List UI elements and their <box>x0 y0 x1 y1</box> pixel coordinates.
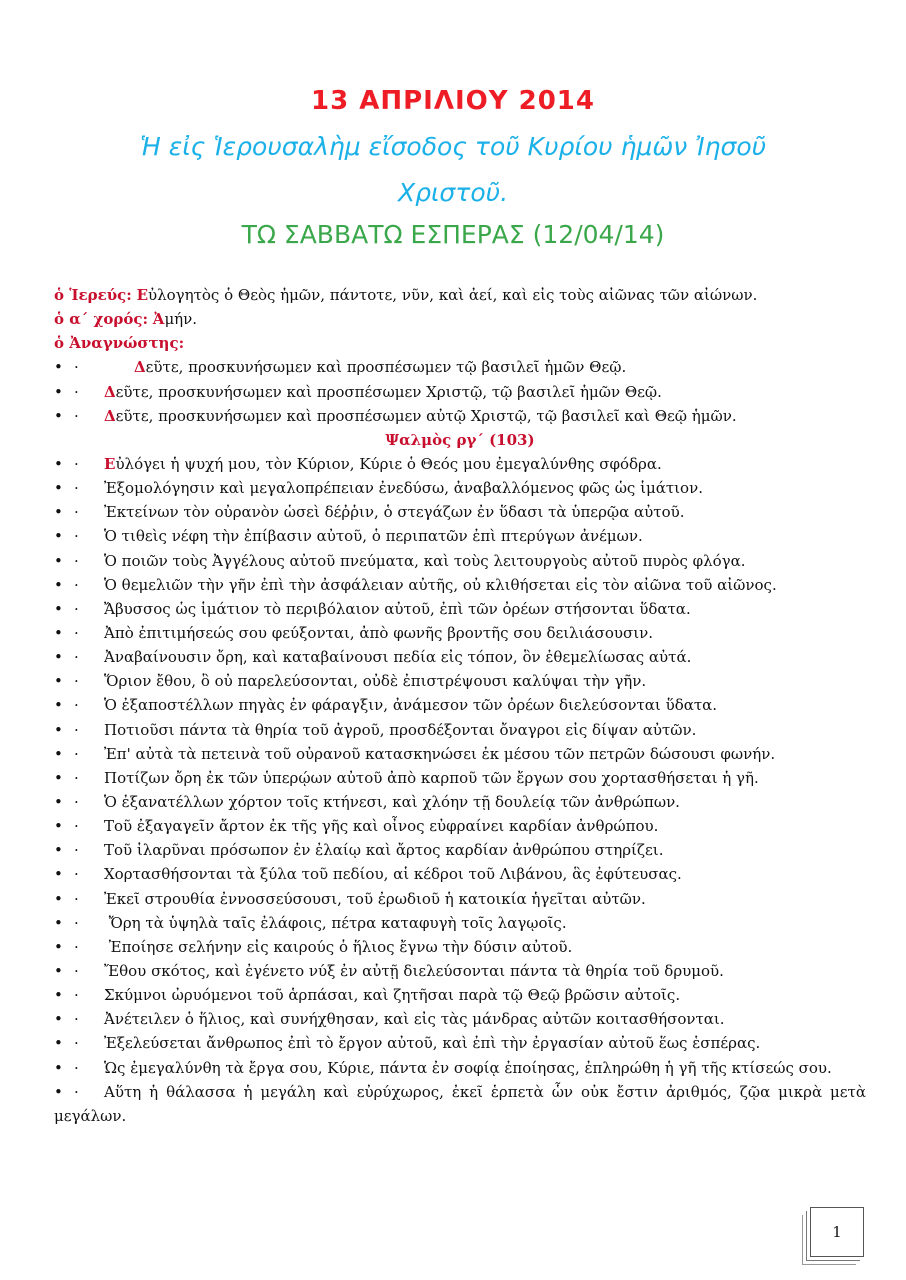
dot: · <box>74 961 79 980</box>
dot: · <box>74 623 79 642</box>
bullet: • <box>54 817 63 836</box>
choir-text: μήν. <box>164 310 198 329</box>
verse-line <box>54 669 866 693</box>
reader-role: ὁ Ἀναγνώστης: <box>54 334 185 353</box>
dot: · <box>74 1058 79 1077</box>
choir-role: ὁ α΄ χορός: <box>54 310 149 329</box>
verse-line <box>54 1007 866 1031</box>
verse-line <box>54 718 866 742</box>
bullet: • <box>54 986 63 1005</box>
come-line <box>54 355 866 379</box>
verse-line <box>54 500 866 524</box>
dot: · <box>74 865 79 884</box>
bullet: • <box>54 479 63 498</box>
vespers-heading: ΤΩ ΣΑΒΒΑΤΩ ΕΣΠΕΡΑΣ (12/04/14) <box>241 220 665 249</box>
dot: · <box>74 841 79 860</box>
verse-text: Ἄβυσσος ὡς ἱμάτιον τὸ περιβόλαιον αὐτοῦ, ἐπὶ τῶν ὀρέων στήσονται ὕδατα. <box>104 599 691 618</box>
dot: · <box>74 406 79 425</box>
verse-text: Ἐκτείνων τὸν οὐρανὸν ὡσεὶ δέῤῥιν, ὁ στεγάζων ἐν ὕδασι τὰ ὑπερῷα αὐτοῦ. <box>104 503 685 522</box>
bullet: • <box>54 575 63 594</box>
verse-line <box>54 645 866 669</box>
feast-title-line-2: Χριστοῦ. <box>397 178 509 207</box>
bullet: • <box>54 358 63 377</box>
bullet: • <box>54 527 63 546</box>
dot: · <box>74 792 79 811</box>
verse-text: εῦτε, προσκυνήσωμεν καὶ προσπέσωμεν αὐτῷ Χριστῷ, τῷ βασιλεῖ καὶ Θεῷ ἡμῶν. <box>115 406 737 425</box>
dot: · <box>74 648 79 667</box>
bullet: • <box>54 961 63 980</box>
verse-text: Ἐξελεύσεται ἄνθρωπος ἐπὶ τὸ ἔργον αὐτοῦ, καὶ ἐπὶ τὴν ἐργασίαν αὐτοῦ ἕως ἑσπέρας. <box>104 1034 761 1053</box>
verse-line <box>54 452 866 476</box>
drop-cap: Ε <box>104 454 116 473</box>
verse-line <box>54 887 866 911</box>
bullet: • <box>54 744 63 763</box>
priest-text: ὐλογητὸς ὁ Θεὸς ἡμῶν, πάντοτε, νῦν, καὶ ἀεί, καὶ εἰς τοὺς αἰῶνας τῶν αἰώνων. <box>148 286 758 304</box>
verse-text: Ὁ ποιῶν τοὺς Ἀγγέλους αὐτοῦ πνεύματα, καὶ τοὺς λειτουργοὺς αὐτοῦ πυρὸς φλόγα. <box>104 551 746 570</box>
verse-line <box>54 1031 866 1055</box>
bullet: • <box>54 720 63 739</box>
bullet: • <box>54 406 63 425</box>
bullet: • <box>54 551 63 570</box>
dot: · <box>74 358 79 377</box>
verse-line <box>54 549 866 573</box>
verse-text: Ἐποίησε σελήνην εἰς καιρούς ὁ ἥλιος ἔγνω τὴν δύσιν αὐτοῦ. <box>104 937 573 956</box>
come-line <box>54 404 866 428</box>
bullet: • <box>54 672 63 691</box>
page-number: 1 <box>810 1207 864 1257</box>
verse-text: Ἔθου σκότος, καὶ ἐγένετο νύξ ἐν αὐτῇ διελεύσονται πάντα τὰ θηρία τοῦ δρυμοῦ. <box>104 961 724 980</box>
date-heading: 13 ΑΠΡΙΛΙΟΥ 2014 <box>311 86 595 116</box>
drop-cap: Ε <box>136 286 148 304</box>
feast-title <box>80 124 826 216</box>
bullet: • <box>54 696 63 715</box>
come-list <box>54 355 866 427</box>
bullet: • <box>54 623 63 642</box>
verse-line <box>54 838 866 862</box>
service-text <box>54 283 866 1128</box>
verse-line <box>54 911 866 935</box>
dot: · <box>74 382 79 401</box>
verse-text: Ὡς ἐμεγαλύνθη τὰ ἔργα σου, Κύριε, πάντα ἐν σοφίᾳ ἐποίησας, ἐπληρώθη ἡ γῆ τῆς κτίσεώς σου. <box>104 1058 832 1077</box>
dot: · <box>74 672 79 691</box>
long-verse-list <box>54 1056 866 1128</box>
verse-text: Ἀπὸ ἐπιτιμήσεώς σου φεύξονται, ἀπὸ φωνῆς βροντῆς σου δειλιάσουσιν. <box>104 623 654 642</box>
verse-line <box>54 524 866 548</box>
bullet: • <box>54 1034 63 1053</box>
verse-text: Ὁ ἐξαποστέλλων πηγὰς ἐν φάραγξιν, ἀνάμεσον τῶν ὀρέων διελεύσονται ὕδατα. <box>104 696 718 715</box>
choir-line <box>54 307 866 331</box>
dot: · <box>74 527 79 546</box>
verse-text: Σκύμνοι ὠρυόμενοι τοῦ ἁρπάσαι, καὶ ζητῆσαι παρὰ τῷ Θεῷ βρῶσιν αὐτοῖς. <box>104 986 681 1005</box>
dot: · <box>74 817 79 836</box>
verse-line <box>54 766 866 790</box>
verse-text: Ἐπ' αὐτὰ τὰ πετεινὰ τοῦ οὐρανοῦ κατασκηνώσει ἐκ μέσου τῶν πετρῶν δώσουσι φωνήν. <box>104 744 776 763</box>
dot: · <box>74 599 79 618</box>
bullet: • <box>54 937 63 956</box>
verse-line <box>54 597 866 621</box>
bullet: • <box>54 382 63 401</box>
dot: · <box>74 889 79 908</box>
bullet: • <box>54 599 63 618</box>
verse-text: Αὕτη ἡ θάλασσα ἡ μεγάλη καὶ εὐρύχωρος, ἐκεῖ ἑρπετὰ ὧν οὐκ ἔστιν ἀριθμός, ζῷα μικρὰ μετὰ μεγάλων. <box>54 1082 866 1125</box>
dot: · <box>74 1034 79 1053</box>
verse-line <box>54 621 866 645</box>
feast-title-line-1: Ἡ εἰς Ἱερουσαλὴμ εἴσοδος τοῦ Κυρίου ἡμῶν Ἰησοῦ <box>139 132 767 161</box>
dot: · <box>74 1010 79 1029</box>
dot: · <box>74 454 79 473</box>
verse-text: Ὁ ἐξανατέλλων χόρτον τοῖς κτήνεσι, καὶ χλόην τῇ δουλείᾳ τῶν ἀνθρώπων. <box>104 792 680 811</box>
dot: · <box>74 720 79 739</box>
verse-line <box>54 862 866 886</box>
verse-line <box>54 476 866 500</box>
bullet: • <box>54 841 63 860</box>
verse-text: εῦτε, προσκυνήσωμεν καὶ προσπέσωμεν Χριστῷ, τῷ βασιλεῖ ἡμῶν Θεῷ. <box>115 382 662 401</box>
verse-line <box>54 573 866 597</box>
verse-line <box>54 742 866 766</box>
verse-line <box>54 693 866 717</box>
dot: · <box>74 744 79 763</box>
reader-line <box>54 331 866 355</box>
bullet: • <box>54 648 63 667</box>
verse-text: Ὁ θεμελιῶν τὴν γῆν ἐπὶ τὴν ἀσφάλειαν αὐτῆς, οὐ κλιθήσεται εἰς τὸν αἰῶνα τοῦ αἰῶνος. <box>104 575 777 594</box>
come-line <box>54 380 866 404</box>
verse-line <box>54 1080 866 1128</box>
bullet: • <box>54 768 63 787</box>
verse-text: Ποτιοῦσι πάντα τὰ θηρία τοῦ ἀγροῦ, προσδέξονται ὄναγροι εἰς δίψαν αὐτῶν. <box>104 720 697 739</box>
verse-line <box>54 814 866 838</box>
bullet: • <box>54 792 63 811</box>
priest-line <box>54 283 866 307</box>
bullet: • <box>54 503 63 522</box>
dot: · <box>74 986 79 1005</box>
psalm-title: Ψαλμὸς ργ΄ (103) <box>385 430 535 449</box>
verse-text: Χορτασθήσονται τὰ ξύλα τοῦ πεδίου, αἱ κέδροι τοῦ Λιβάνου, ἃς ἐφύτευσας. <box>104 865 682 884</box>
bullet: • <box>54 913 63 932</box>
dot: · <box>74 768 79 787</box>
bullet: • <box>54 889 63 908</box>
verse-list <box>54 452 866 1056</box>
priest-role: ὁ Ἱερεύς: <box>54 286 132 304</box>
dot: · <box>74 479 79 498</box>
dot: · <box>74 937 79 956</box>
verse-text: Ὁ τιθεὶς νέφη τὴν ἐπίβασιν αὐτοῦ, ὁ περιπατῶν ἐπὶ πτερύγων ἀνέμων. <box>104 527 643 546</box>
verse-text: Ἐξομολόγησιν καὶ μεγαλοπρέπειαν ἐνεδύσω, ἀναβαλλόμενος φῶς ὡς ἱμάτιον. <box>104 479 703 498</box>
verse-text: Ἐκεῖ στρουθία ἐννοσσεύσουσι, τοῦ ἐρωδιοῦ ἡ κατοικία ἡγεῖται αὐτῶν. <box>104 889 646 908</box>
bullet: • <box>54 1010 63 1029</box>
verse-text: Ὅριον ἔθου, ὃ οὐ παρελεύσονται, οὐδὲ ἐπιστρέψουσι καλύψαι τὴν γῆν. <box>104 672 647 691</box>
dot: · <box>74 575 79 594</box>
verse-text: Ποτίζων ὄρη ἐκ τῶν ὑπερῴων αὐτοῦ ἀπὸ καρποῦ τῶν ἔργων σου χορτασθήσεται ἡ γῆ. <box>104 768 759 787</box>
verse-text: Ὄρη τὰ ὑψηλὰ ταῖς ἐλάφοις, πέτρα καταφυγὴ τοῖς λαγῳοῖς. <box>104 913 567 932</box>
verse-text: Τοῦ ἱλαρῦναι πρόσωπον ἐν ἐλαίῳ καὶ ἄρτος καρδίαν ἀνθρώπου στηρίζει. <box>104 841 664 860</box>
verse-text: Ἀναβαίνουσιν ὄρη, καὶ καταβαίνουσι πεδία εἰς τόπον, ὃν ἐθεμελίωσας αὐτά. <box>104 648 692 667</box>
verse-line <box>54 983 866 1007</box>
drop-cap: Ἀ <box>152 310 165 329</box>
bullet: • <box>54 1082 63 1101</box>
verse-line <box>54 935 866 959</box>
dot: · <box>74 503 79 522</box>
verse-line <box>54 959 866 983</box>
verse-line <box>54 1056 866 1080</box>
dot: · <box>74 551 79 570</box>
drop-cap: Δ <box>134 358 146 377</box>
drop-cap: Δ <box>104 382 116 401</box>
verse-text: Τοῦ ἐξαγαγεῖν ἄρτον ἐκ τῆς γῆς καὶ οἶνος εὐφραίνει καρδίαν ἀνθρώπου. <box>104 817 659 836</box>
dot: · <box>74 696 79 715</box>
drop-cap: Δ <box>104 406 116 425</box>
bullet: • <box>54 454 63 473</box>
dot: · <box>74 913 79 932</box>
verse-text: Ἀνέτειλεν ὁ ἥλιος, καὶ συνήχθησαν, καὶ εἰς τὰς μάνδρας αὐτῶν κοιτασθήσονται. <box>104 1010 725 1029</box>
bullet: • <box>54 865 63 884</box>
verse-line <box>54 790 866 814</box>
verse-text: ὐλόγει ἡ ψυχή μου, τὸν Κύριον, Κύριε ὁ Θεός μου ἐμεγαλύνθης σφόδρα. <box>115 454 662 473</box>
dot: · <box>74 1082 79 1101</box>
verse-text: εῦτε, προσκυνήσωμεν καὶ προσπέσωμεν τῷ βασιλεῖ ἡμῶν Θεῷ. <box>145 358 627 377</box>
bullet: • <box>54 1058 63 1077</box>
